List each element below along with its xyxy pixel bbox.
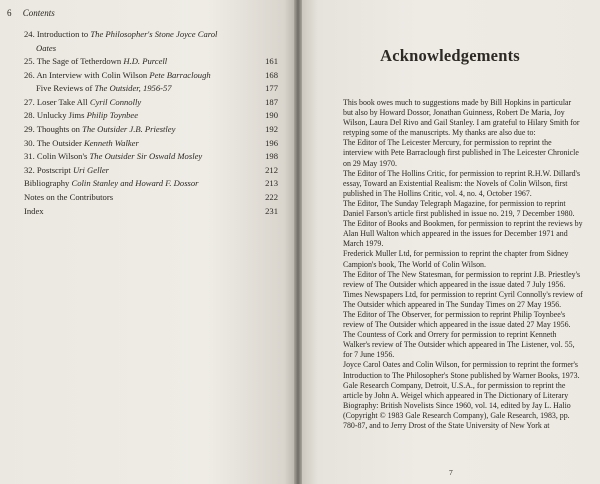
toc-entry-title: The Outsider <box>36 137 85 148</box>
acknowledgement-paragraph: The Editor, The Sunday Telegraph Magazine, for permission to reprint Daniel Farson's article first published in issue no. 219, 7 December 1980. <box>343 198 575 219</box>
toc-entry-page: 198 <box>265 151 278 162</box>
toc-entry-author: H.D. Purcell <box>123 56 168 66</box>
toc-entry-number: 26. <box>24 69 35 80</box>
toc-entry-author: Philip Toynbee <box>86 110 139 121</box>
acknowledgement-paragraph: The Editor of The Observer, for permission to reprint Philip Toynbee's review of The Outsider which appeared in the issue dated 27 May 1956. <box>343 309 571 330</box>
toc-entry-title: Postscript <box>36 164 73 175</box>
toc-entry <box>24 109 278 123</box>
toc-entry-author: Colin Stanley and Howard F. Dossor <box>71 178 199 189</box>
toc-entry <box>24 205 278 219</box>
toc-entry <box>24 82 278 96</box>
toc-entry-title: Colin Wilson's <box>36 151 90 162</box>
toc-entry <box>24 191 278 205</box>
toc-entry <box>24 28 278 55</box>
running-head <box>7 8 55 18</box>
toc-entry-number: 29. <box>24 123 35 134</box>
toc-entry-page: 222 <box>265 191 278 202</box>
toc-entry-title: Loser Take All <box>36 96 90 107</box>
running-head-title: Contents <box>22 8 55 18</box>
toc-entry-title: Thoughts on <box>36 123 83 134</box>
toc-entry-page: 231 <box>265 205 278 216</box>
toc-entry <box>24 137 278 151</box>
toc-entry-page: 192 <box>265 123 278 134</box>
toc-entry <box>24 69 278 83</box>
book-gutter <box>294 0 302 484</box>
toc-entry-page: 190 <box>265 110 278 121</box>
toc-entry-title: Five Reviews of <box>36 83 95 94</box>
toc-entry-number: 30. <box>24 137 35 148</box>
toc-entry <box>24 96 278 110</box>
left-page-number: 6 <box>7 8 12 18</box>
toc-entry-title: An Interview with Colin Wilson <box>36 69 150 80</box>
acknowledgement-paragraph: Times Newspapers Ltd, for permission to reprint Cyril Connolly's review of The Outsider which appeared in The Sunday Times on 27 May 1956. <box>343 289 583 309</box>
toc-entry-number: 31. <box>24 151 35 162</box>
acknowledgement-paragraph: This book owes much to suggestions made by Bill Hopkins in particular but also by Howard Dossor, Jonathan Guinness, Robert De Maria, Joy Wilson, Laura Del Rivo and Gail Stanley. I am grateful to Hilary Smith for retyping some of the manuscripts. My thanks are also due to: <box>343 98 580 138</box>
toc-entry-work: The Philosopher's Stone <box>90 29 174 39</box>
toc-entry-page: 177 <box>265 83 278 94</box>
right-page-number: 7 <box>449 468 453 477</box>
acknowledgement-paragraph: The Countess of Cork and Orrery for permission to reprint Kenneth Walker's review of The Outsider which appeared in The Listener, vol. 55, for 7 June 1956. <box>343 330 575 360</box>
acknowledgement-paragraph: The Editor of The New Statesman, for permission to reprint J.B. Priestley's review of The Outsider which appeared in the issue dated 7 July 1956. <box>343 269 581 289</box>
toc-entry-author: Joyce Carol <box>173 29 218 39</box>
acknowledgement-paragraph: Frederick Muller Ltd, for permission to reprint the chapter from Sidney Campion's book, The World of Colin Wilson. <box>343 249 569 269</box>
toc-entry-page: 213 <box>265 178 278 189</box>
toc-entry-page: 196 <box>265 137 278 148</box>
toc-entry <box>24 150 278 164</box>
toc-entry-number: 27. <box>24 96 35 107</box>
toc-entry <box>24 164 278 178</box>
toc-entry-continuation: Oates <box>36 42 57 53</box>
toc-entry-number: 25. <box>24 56 35 66</box>
toc-entry-page: 161 <box>265 56 278 66</box>
toc-entry <box>24 177 278 191</box>
toc-entry-work: The Outsider <box>89 151 135 162</box>
table-of-contents <box>24 28 278 218</box>
toc-entry-author: Uri Geller <box>72 164 110 175</box>
toc-entry-title: Bibliography <box>24 178 72 189</box>
acknowledgement-paragraph: The Editor of The Hollins Critic, for permission to reprint R.H.W. Dillard's essay, Toward an Existential Realism: the Novels of Colin Wilson, first published in The Hollins Critic, vol. 4, no. 4, October 1967. <box>343 168 581 198</box>
toc-entry-work: The Outsider <box>94 83 139 94</box>
acknowledgement-paragraph: The Editor of Books and Bookmen, for permission to reprint the reviews by Alan Hull Walton which appeared in the issues for December 1971 and March 1979. <box>343 219 583 249</box>
toc-entry-title: Introduction to <box>36 29 91 39</box>
toc-entry-author: Pete Barraclough <box>149 69 211 80</box>
toc-entry-author: Kenneth Walker <box>84 137 139 148</box>
acknowledgement-paragraph: Gale Research Company, Detroit, U.S.A., for permission to reprint the article by John A. Weigel which appeared in The Dictionary of Literary Biography: British Novelists Since 1960, vol. 14, edited by Jay L. Halio (Copyright © 1983 Gale Research Company), Gale Research, 1983, pp. 780-87, and to Jerry Drost of the State University of New York at <box>343 380 571 430</box>
toc-entry-title: Notes on the Contributors <box>24 191 114 202</box>
acknowledgements-text <box>343 98 583 431</box>
page-title: Acknowledgements <box>380 46 520 65</box>
toc-entry-number: 32. <box>24 164 35 175</box>
acknowledgement-paragraph: Joyce Carol Oates and Colin Wilson, for permission to reprint the former's Introduction to The Philosopher's Stone published by Warner Books, 1973. <box>343 360 580 380</box>
toc-entry-title: The Sage of Tetherdown <box>36 56 124 66</box>
toc-entry <box>24 55 278 69</box>
toc-entry-author: Sir Oswald Mosley <box>134 151 203 162</box>
toc-entry-page: 168 <box>265 69 278 80</box>
acknowledgement-paragraph: The Editor of The Leicester Mercury, for permission to reprint the interview with Pete Barraclough first published in The Leicester Chronicle on 29 May 1970. <box>343 138 579 168</box>
toc-entry <box>24 123 278 137</box>
toc-entry-page: 212 <box>265 164 278 175</box>
toc-entry-title: Index <box>24 205 44 216</box>
toc-entry-author: J.B. Priestley <box>127 123 176 134</box>
toc-entry-work: The Outsider <box>82 123 128 134</box>
toc-entry-author: , 1956-57 <box>138 83 172 94</box>
toc-entry-number: 28. <box>24 110 35 121</box>
toc-entry-title: Unlucky Jims <box>36 110 87 121</box>
toc-entry-page: 187 <box>265 96 278 107</box>
toc-entry-number: 24. <box>24 29 35 39</box>
toc-entry-author: Cyril Connolly <box>89 96 142 107</box>
